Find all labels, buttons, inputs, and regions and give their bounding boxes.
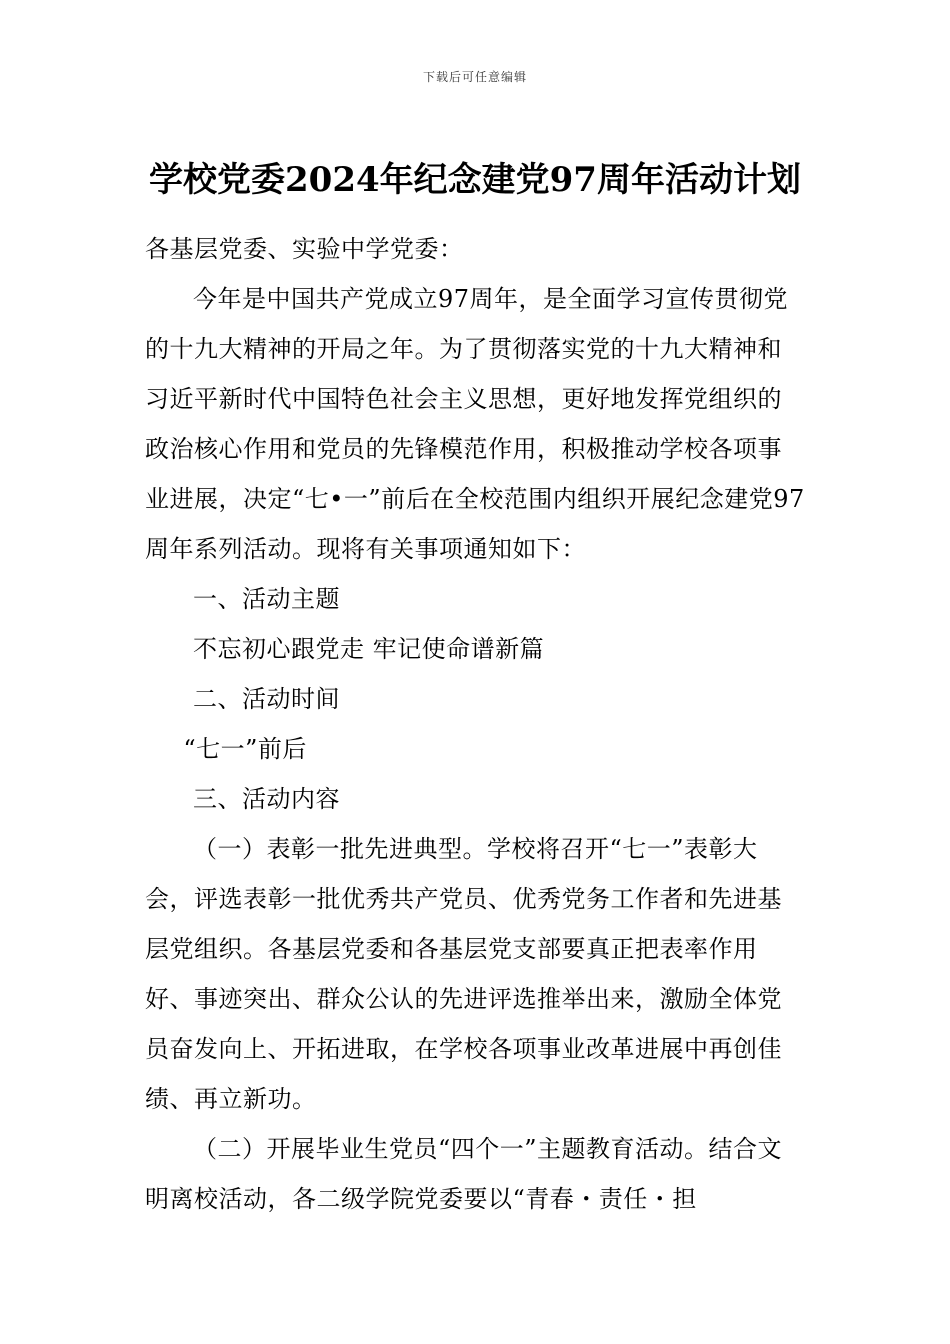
header-note: 下载后可任意编辑: [422, 70, 527, 84]
document-title: 学校党委2024年纪念建党97周年活动计划: [149, 160, 801, 200]
document-body: [145, 224, 805, 1224]
time-heading: 二、活动时间: [193, 685, 340, 713]
theme-heading: 一、活动主题: [193, 585, 340, 613]
intro-paragraph: 今年是中国共产党成立97周年，是全面学习宣传贯彻党的十九大精神的开局之年。为了贯彻落实党的十九大精神和习近平新时代中国特色社会主义思想，更好地发挥党组织的政治核心作用和党员的先锋模范作用，积极推动学校各项事业进展，决定“七•一”前后在全校范围内组织开展纪念建党97周年系列活动。现将有关事项通知如下：: [145, 285, 805, 563]
salutation: 各基层党委、实验中学党委：: [145, 235, 464, 263]
theme-text: 不忘初心跟党走 牢记使命谱新篇: [193, 635, 545, 663]
content-item-2: （二）开展毕业生党员“四个一”主题教育活动。结合文明离校活动，各二级学院党委要以“青春・责任・担: [145, 1135, 783, 1213]
time-text: “七一”前后: [183, 735, 307, 763]
content-heading: 三、活动内容: [193, 785, 340, 813]
content-item-1: （一）表彰一批先进典型。学校将召开“七一”表彰大会，评选表彰一批优秀共产党员、优秀党务工作者和先进基层党组织。各基层党委和各基层党支部要真正把表率作用好、事迹突出、群众公认的先进评选推举出来，激励全体党员奋发向上、开拓进取，在学校各项事业改革进展中再创佳绩、再立新功。: [145, 835, 782, 1113]
